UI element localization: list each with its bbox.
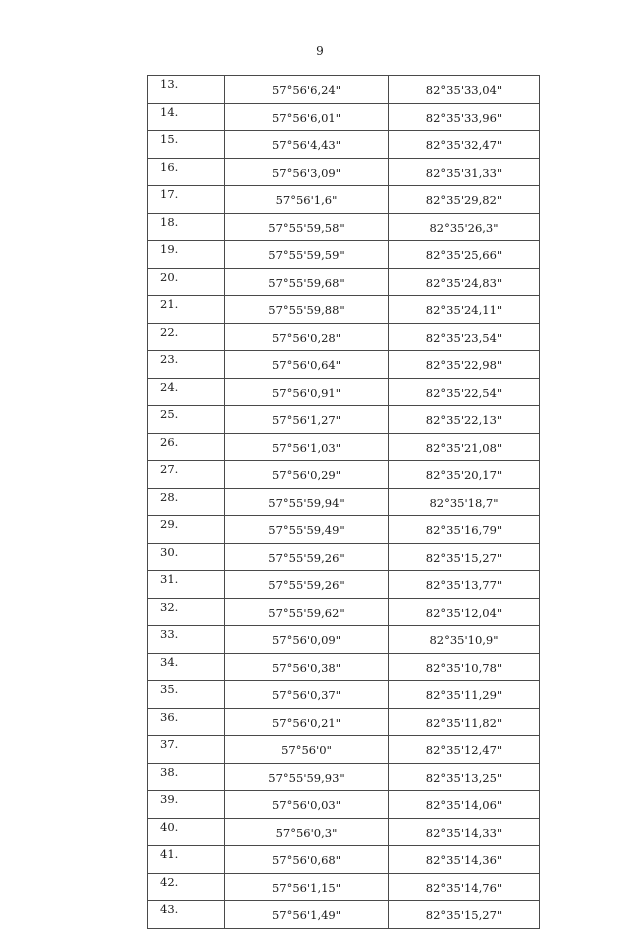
- latitude-cell: 57°56'1,03": [225, 433, 389, 461]
- point-number-cell: 35.: [148, 681, 225, 709]
- longitude-cell: 82°35'20,17": [389, 461, 540, 489]
- latitude-cell: 57°56'0,38": [225, 653, 389, 681]
- longitude-cell: 82°35'16,79": [389, 516, 540, 544]
- latitude-cell: 57°56'6,01": [225, 103, 389, 131]
- point-number-cell: 29.: [148, 516, 225, 544]
- longitude-cell: 82°35'29,82": [389, 186, 540, 214]
- longitude-cell: 82°35'33,96": [389, 103, 540, 131]
- latitude-cell: 57°56'0,3": [225, 818, 389, 846]
- point-number-cell: 40.: [148, 818, 225, 846]
- table-row: [148, 268, 540, 296]
- point-number-cell: 18.: [148, 213, 225, 241]
- table-row: [148, 186, 540, 214]
- latitude-cell: 57°56'6,24": [225, 76, 389, 104]
- latitude-cell: 57°56'0,09": [225, 626, 389, 654]
- point-number-cell: 19.: [148, 241, 225, 269]
- latitude-cell: 57°55'59,58": [225, 213, 389, 241]
- latitude-cell: 57°55'59,93": [225, 763, 389, 791]
- latitude-cell: 57°56'1,6": [225, 186, 389, 214]
- longitude-cell: 82°35'11,82": [389, 708, 540, 736]
- latitude-cell: 57°56'1,49": [225, 901, 389, 929]
- table-row: [148, 461, 540, 489]
- latitude-cell: 57°55'59,26": [225, 543, 389, 571]
- point-number-cell: 38.: [148, 763, 225, 791]
- longitude-cell: 82°35'14,06": [389, 791, 540, 819]
- point-number-cell: 23.: [148, 351, 225, 379]
- point-number-cell: 26.: [148, 433, 225, 461]
- longitude-cell: 82°35'22,54": [389, 378, 540, 406]
- latitude-cell: 57°55'59,62": [225, 598, 389, 626]
- latitude-cell: 57°56'0,68": [225, 846, 389, 874]
- longitude-cell: 82°35'12,04": [389, 598, 540, 626]
- longitude-cell: 82°35'12,47": [389, 736, 540, 764]
- latitude-cell: 57°56'0,91": [225, 378, 389, 406]
- point-number-cell: 13.: [148, 76, 225, 104]
- longitude-cell: 82°35'23,54": [389, 323, 540, 351]
- point-number-cell: 31.: [148, 571, 225, 599]
- table-row: [148, 653, 540, 681]
- longitude-cell: 82°35'14,76": [389, 873, 540, 901]
- point-number-cell: 37.: [148, 736, 225, 764]
- latitude-cell: 57°55'59,68": [225, 268, 389, 296]
- latitude-cell: 57°56'1,15": [225, 873, 389, 901]
- latitude-cell: 57°56'0,03": [225, 791, 389, 819]
- table-row: [148, 626, 540, 654]
- point-number-cell: 17.: [148, 186, 225, 214]
- table-row: [148, 213, 540, 241]
- table-row: [148, 488, 540, 516]
- table-row: [148, 516, 540, 544]
- point-number-cell: 32.: [148, 598, 225, 626]
- longitude-cell: 82°35'31,33": [389, 158, 540, 186]
- longitude-cell: 82°35'13,25": [389, 763, 540, 791]
- latitude-cell: 57°56'3,09": [225, 158, 389, 186]
- table-row: [148, 763, 540, 791]
- longitude-cell: 82°35'10,9": [389, 626, 540, 654]
- table-row: [148, 846, 540, 874]
- latitude-cell: 57°55'59,94": [225, 488, 389, 516]
- latitude-cell: 57°56'0": [225, 736, 389, 764]
- table-row: [148, 323, 540, 351]
- table-row: [148, 873, 540, 901]
- point-number-cell: 14.: [148, 103, 225, 131]
- table-row: [148, 736, 540, 764]
- table-row: [148, 791, 540, 819]
- table-row: [148, 571, 540, 599]
- table-row: [148, 433, 540, 461]
- longitude-cell: 82°35'24,11": [389, 296, 540, 324]
- coordinates-table: [147, 75, 540, 929]
- longitude-cell: 82°35'15,27": [389, 543, 540, 571]
- latitude-cell: 57°56'0,28": [225, 323, 389, 351]
- point-number-cell: 34.: [148, 653, 225, 681]
- table-row: [148, 543, 540, 571]
- table-row: [148, 131, 540, 159]
- point-number-cell: 42.: [148, 873, 225, 901]
- table-row: [148, 158, 540, 186]
- table-row: [148, 681, 540, 709]
- point-number-cell: 25.: [148, 406, 225, 434]
- point-number-cell: 16.: [148, 158, 225, 186]
- longitude-cell: 82°35'32,47": [389, 131, 540, 159]
- point-number-cell: 33.: [148, 626, 225, 654]
- point-number-cell: 41.: [148, 846, 225, 874]
- point-number-cell: 30.: [148, 543, 225, 571]
- longitude-cell: 82°35'18,7": [389, 488, 540, 516]
- longitude-cell: 82°35'26,3": [389, 213, 540, 241]
- point-number-cell: 22.: [148, 323, 225, 351]
- latitude-cell: 57°56'0,21": [225, 708, 389, 736]
- point-number-cell: 36.: [148, 708, 225, 736]
- latitude-cell: 57°55'59,59": [225, 241, 389, 269]
- longitude-cell: 82°35'11,29": [389, 681, 540, 709]
- point-number-cell: 24.: [148, 378, 225, 406]
- longitude-cell: 82°35'14,36": [389, 846, 540, 874]
- page-number: 9: [316, 44, 324, 58]
- longitude-cell: 82°35'15,27": [389, 901, 540, 929]
- latitude-cell: 57°56'0,29": [225, 461, 389, 489]
- coordinates-table-body: [148, 76, 540, 929]
- point-number-cell: 15.: [148, 131, 225, 159]
- longitude-cell: 82°35'25,66": [389, 241, 540, 269]
- latitude-cell: 57°55'59,26": [225, 571, 389, 599]
- point-number-cell: 27.: [148, 461, 225, 489]
- longitude-cell: 82°35'13,77": [389, 571, 540, 599]
- latitude-cell: 57°55'59,49": [225, 516, 389, 544]
- table-row: [148, 76, 540, 104]
- point-number-cell: 28.: [148, 488, 225, 516]
- latitude-cell: 57°55'59,88": [225, 296, 389, 324]
- table-row: [148, 598, 540, 626]
- point-number-cell: 39.: [148, 791, 225, 819]
- latitude-cell: 57°56'1,27": [225, 406, 389, 434]
- longitude-cell: 82°35'22,98": [389, 351, 540, 379]
- point-number-cell: 21.: [148, 296, 225, 324]
- longitude-cell: 82°35'24,83": [389, 268, 540, 296]
- latitude-cell: 57°56'4,43": [225, 131, 389, 159]
- table-row: [148, 708, 540, 736]
- longitude-cell: 82°35'10,78": [389, 653, 540, 681]
- table-row: [148, 818, 540, 846]
- table-row: [148, 351, 540, 379]
- latitude-cell: 57°56'0,64": [225, 351, 389, 379]
- table-row: [148, 406, 540, 434]
- point-number-cell: 43.: [148, 901, 225, 929]
- table-row: [148, 241, 540, 269]
- table-row: [148, 296, 540, 324]
- table-row: [148, 103, 540, 131]
- longitude-cell: 82°35'22,13": [389, 406, 540, 434]
- longitude-cell: 82°35'14,33": [389, 818, 540, 846]
- longitude-cell: 82°35'33,04": [389, 76, 540, 104]
- latitude-cell: 57°56'0,37": [225, 681, 389, 709]
- point-number-cell: 20.: [148, 268, 225, 296]
- longitude-cell: 82°35'21,08": [389, 433, 540, 461]
- table-row: [148, 378, 540, 406]
